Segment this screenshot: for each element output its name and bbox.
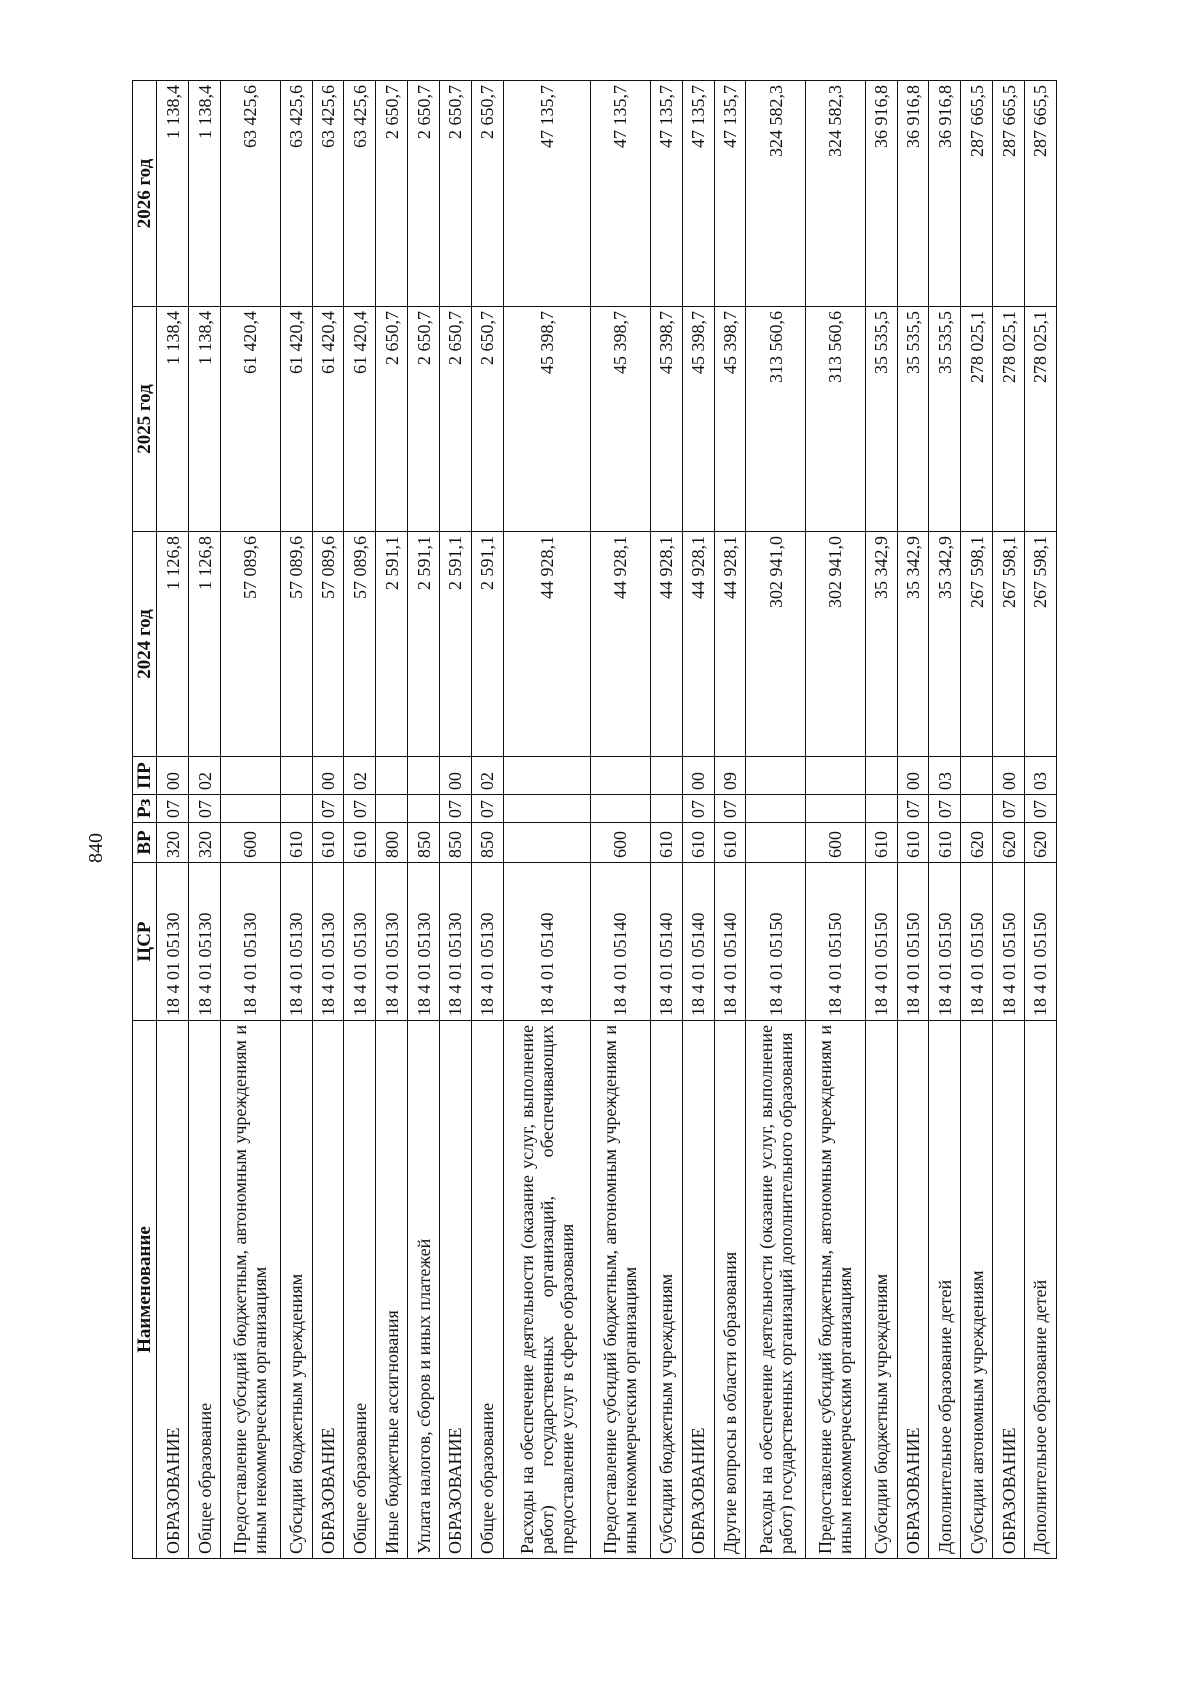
header-2026: 2026 год: [133, 81, 157, 307]
cell-2026: 36 916,8: [865, 81, 897, 307]
table-row: [189, 81, 221, 1559]
table-row: [157, 81, 189, 1559]
cell-name: Дополнительное образование детей: [1025, 1021, 1057, 1559]
cell-2024: 2 591,1: [408, 532, 440, 757]
cell-rz: 07: [714, 795, 746, 823]
cell-pr: [806, 757, 866, 795]
cell-pr: 02: [471, 757, 503, 795]
cell-vr: 610: [865, 823, 897, 863]
cell-vr: 610: [344, 823, 376, 863]
cell-csr: 18 4 01 05150: [961, 863, 993, 1021]
table-row: [344, 81, 376, 1559]
cell-vr: 850: [408, 823, 440, 863]
cell-vr: 620: [1025, 823, 1057, 863]
table-row: [806, 81, 866, 1559]
cell-2026: 287 665,5: [993, 81, 1025, 307]
cell-csr: 18 4 01 05150: [1025, 863, 1057, 1021]
cell-2026: 47 135,7: [591, 81, 651, 307]
cell-pr: [221, 757, 281, 795]
cell-2026: 47 135,7: [650, 81, 682, 307]
cell-2024: 57 089,6: [312, 532, 344, 757]
cell-vr: 610: [650, 823, 682, 863]
cell-pr: [280, 757, 312, 795]
cell-name: Иные бюджетные ассигнования: [376, 1021, 408, 1559]
cell-2026: 36 916,8: [897, 81, 929, 307]
cell-vr: 600: [591, 823, 651, 863]
cell-rz: 07: [344, 795, 376, 823]
table-row: [714, 81, 746, 1559]
table-row: [408, 81, 440, 1559]
cell-rz: [650, 795, 682, 823]
cell-csr: 18 4 01 05130: [157, 863, 189, 1021]
cell-2025: 61 420,4: [312, 307, 344, 532]
cell-pr: 03: [1025, 757, 1057, 795]
cell-2024: 57 089,6: [344, 532, 376, 757]
cell-pr: 00: [897, 757, 929, 795]
cell-2025: 2 650,7: [440, 307, 472, 532]
header-pr: ПР: [133, 757, 157, 795]
cell-2025: 278 025,1: [961, 307, 993, 532]
cell-csr: 18 4 01 05130: [376, 863, 408, 1021]
cell-csr: 18 4 01 05130: [471, 863, 503, 1021]
cell-rz: 07: [897, 795, 929, 823]
header-row: [133, 81, 157, 1559]
cell-2025: 45 398,7: [682, 307, 714, 532]
cell-name: ОБРАЗОВАНИЕ: [682, 1021, 714, 1559]
cell-name: Предоставление субсидий бюджетным, автономным учреждениям и иным некоммерческим организациям: [806, 1021, 866, 1559]
cell-name: Другие вопросы в области образования: [714, 1021, 746, 1559]
header-2025: 2025 год: [133, 307, 157, 532]
cell-rz: 07: [1025, 795, 1057, 823]
cell-csr: 18 4 01 05130: [280, 863, 312, 1021]
cell-name: Общее образование: [471, 1021, 503, 1559]
cell-name: Субсидии бюджетным учреждениям: [865, 1021, 897, 1559]
cell-pr: 00: [682, 757, 714, 795]
table-row: [929, 81, 961, 1559]
cell-pr: [591, 757, 651, 795]
cell-2024: 302 941,0: [746, 532, 806, 757]
cell-2024: 44 928,1: [650, 532, 682, 757]
cell-vr: 620: [993, 823, 1025, 863]
cell-2025: 45 398,7: [714, 307, 746, 532]
cell-name: Предоставление субсидий бюджетным, автономным учреждениям и иным некоммерческим организациям: [221, 1021, 281, 1559]
cell-2024: 35 342,9: [929, 532, 961, 757]
cell-vr: 610: [897, 823, 929, 863]
cell-vr: 610: [312, 823, 344, 863]
cell-csr: 18 4 01 05140: [650, 863, 682, 1021]
cell-2025: 45 398,7: [650, 307, 682, 532]
cell-2026: 63 425,6: [344, 81, 376, 307]
cell-csr: 18 4 01 05150: [746, 863, 806, 1021]
cell-rz: 07: [157, 795, 189, 823]
cell-name: Субсидии бюджетным учреждениям: [650, 1021, 682, 1559]
cell-2026: 1 138,4: [189, 81, 221, 307]
table-row: [961, 81, 993, 1559]
cell-vr: 320: [157, 823, 189, 863]
cell-vr: 610: [280, 823, 312, 863]
cell-name: ОБРАЗОВАНИЕ: [897, 1021, 929, 1559]
cell-csr: 18 4 01 05150: [897, 863, 929, 1021]
header-rz: Рз: [133, 795, 157, 823]
table-row: [471, 81, 503, 1559]
cell-pr: 00: [440, 757, 472, 795]
cell-rz: [503, 795, 590, 823]
cell-rz: 07: [312, 795, 344, 823]
cell-name: Субсидии автономным учреждениям: [961, 1021, 993, 1559]
cell-pr: [503, 757, 590, 795]
header-2024: 2024 год: [133, 532, 157, 757]
cell-2025: 2 650,7: [471, 307, 503, 532]
cell-name: ОБРАЗОВАНИЕ: [312, 1021, 344, 1559]
header-csr: ЦСР: [133, 863, 157, 1021]
cell-rz: [961, 795, 993, 823]
cell-vr: 610: [929, 823, 961, 863]
header-vr: ВР: [133, 823, 157, 863]
cell-2026: 324 582,3: [746, 81, 806, 307]
cell-csr: 18 4 01 05140: [682, 863, 714, 1021]
cell-2025: 35 535,5: [929, 307, 961, 532]
cell-vr: 610: [714, 823, 746, 863]
cell-2025: 45 398,7: [503, 307, 590, 532]
table-row: [746, 81, 806, 1559]
cell-csr: 18 4 01 05130: [312, 863, 344, 1021]
cell-2025: 35 535,5: [865, 307, 897, 532]
cell-csr: 18 4 01 05140: [503, 863, 590, 1021]
cell-2025: 45 398,7: [591, 307, 651, 532]
cell-pr: 00: [312, 757, 344, 795]
cell-vr: 620: [961, 823, 993, 863]
cell-pr: 02: [344, 757, 376, 795]
cell-name: Предоставление субсидий бюджетным, автономным учреждениям и иным некоммерческим организациям: [591, 1021, 651, 1559]
table-row: [682, 81, 714, 1559]
cell-2026: 287 665,5: [961, 81, 993, 307]
cell-csr: 18 4 01 05130: [344, 863, 376, 1021]
cell-2025: 2 650,7: [408, 307, 440, 532]
cell-2024: 57 089,6: [221, 532, 281, 757]
cell-pr: 02: [189, 757, 221, 795]
cell-2025: 1 138,4: [189, 307, 221, 532]
page-number: 840: [85, 833, 107, 863]
cell-csr: 18 4 01 05150: [993, 863, 1025, 1021]
cell-2026: 2 650,7: [471, 81, 503, 307]
cell-pr: [376, 757, 408, 795]
table-body: [157, 81, 1057, 1559]
cell-csr: 18 4 01 05140: [591, 863, 651, 1021]
cell-name: Расходы на обеспечение деятельности (оказание услуг, выполнение работ) государственных организаций, обеспечивающих предоставление услуг в сфере образования: [503, 1021, 590, 1559]
cell-2026: 63 425,6: [280, 81, 312, 307]
cell-2024: 44 928,1: [682, 532, 714, 757]
cell-name: Дополнительное образование детей: [929, 1021, 961, 1559]
cell-vr: [503, 823, 590, 863]
cell-2026: 1 138,4: [157, 81, 189, 307]
cell-pr: 00: [993, 757, 1025, 795]
table-row: [376, 81, 408, 1559]
cell-2025: 278 025,1: [1025, 307, 1057, 532]
cell-vr: 850: [471, 823, 503, 863]
cell-rz: [591, 795, 651, 823]
cell-2026: 324 582,3: [806, 81, 866, 307]
cell-vr: 600: [806, 823, 866, 863]
table-row: [1025, 81, 1057, 1559]
cell-2026: 2 650,7: [408, 81, 440, 307]
cell-name: ОБРАЗОВАНИЕ: [157, 1021, 189, 1559]
cell-name: Субсидии бюджетным учреждениям: [280, 1021, 312, 1559]
cell-2025: 313 560,6: [746, 307, 806, 532]
cell-vr: 610: [682, 823, 714, 863]
cell-2024: 2 591,1: [376, 532, 408, 757]
cell-csr: 18 4 01 05140: [714, 863, 746, 1021]
cell-vr: 850: [440, 823, 472, 863]
cell-2026: 63 425,6: [221, 81, 281, 307]
budget-table-container: [132, 81, 1057, 1559]
cell-name: ОБРАЗОВАНИЕ: [440, 1021, 472, 1559]
cell-2026: 2 650,7: [376, 81, 408, 307]
cell-name: ОБРАЗОВАНИЕ: [993, 1021, 1025, 1559]
cell-2025: 35 535,5: [897, 307, 929, 532]
cell-2024: 267 598,1: [961, 532, 993, 757]
cell-csr: 18 4 01 05130: [221, 863, 281, 1021]
cell-vr: 600: [221, 823, 281, 863]
cell-csr: 18 4 01 05150: [865, 863, 897, 1021]
cell-pr: 00: [157, 757, 189, 795]
cell-csr: 18 4 01 05130: [189, 863, 221, 1021]
cell-rz: [865, 795, 897, 823]
cell-2026: 47 135,7: [714, 81, 746, 307]
cell-rz: 07: [929, 795, 961, 823]
header-name: Наименование: [133, 1021, 157, 1559]
cell-pr: [865, 757, 897, 795]
cell-name: Общее образование: [189, 1021, 221, 1559]
cell-2025: 278 025,1: [993, 307, 1025, 532]
cell-2025: 61 420,4: [221, 307, 281, 532]
cell-rz: 07: [993, 795, 1025, 823]
cell-2026: 287 665,5: [1025, 81, 1057, 307]
cell-rz: 07: [471, 795, 503, 823]
cell-rz: 07: [682, 795, 714, 823]
cell-pr: [746, 757, 806, 795]
cell-pr: [408, 757, 440, 795]
table-row: [221, 81, 281, 1559]
cell-pr: [961, 757, 993, 795]
cell-2024: 44 928,1: [714, 532, 746, 757]
cell-csr: 18 4 01 05150: [929, 863, 961, 1021]
table-row: [591, 81, 651, 1559]
cell-pr: 09: [714, 757, 746, 795]
cell-vr: 800: [376, 823, 408, 863]
cell-2024: 44 928,1: [591, 532, 651, 757]
cell-rz: [376, 795, 408, 823]
cell-2024: 267 598,1: [993, 532, 1025, 757]
table-row: [440, 81, 472, 1559]
cell-2024: 1 126,8: [157, 532, 189, 757]
cell-rz: [408, 795, 440, 823]
cell-2024: 1 126,8: [189, 532, 221, 757]
cell-2025: 61 420,4: [344, 307, 376, 532]
cell-rz: 07: [440, 795, 472, 823]
table-row: [280, 81, 312, 1559]
table-row: [312, 81, 344, 1559]
cell-2024: 2 591,1: [440, 532, 472, 757]
cell-2026: 63 425,6: [312, 81, 344, 307]
cell-name: Уплата налогов, сборов и иных платежей: [408, 1021, 440, 1559]
cell-vr: 320: [189, 823, 221, 863]
table-row: [993, 81, 1025, 1559]
cell-name: Общее образование: [344, 1021, 376, 1559]
rotated-table-frame: [132, 81, 1057, 1559]
cell-rz: [280, 795, 312, 823]
budget-table: [132, 80, 1057, 1559]
cell-rz: [806, 795, 866, 823]
cell-vr: [746, 823, 806, 863]
cell-2024: 2 591,1: [471, 532, 503, 757]
cell-2025: 2 650,7: [376, 307, 408, 532]
cell-rz: [746, 795, 806, 823]
cell-csr: 18 4 01 05130: [440, 863, 472, 1021]
cell-2026: 36 916,8: [929, 81, 961, 307]
cell-name: Расходы на обеспечение деятельности (оказание услуг, выполнение работ) государственных организаций дополнительного образования: [746, 1021, 806, 1559]
cell-csr: 18 4 01 05150: [806, 863, 866, 1021]
cell-2024: 35 342,9: [865, 532, 897, 757]
cell-csr: 18 4 01 05130: [408, 863, 440, 1021]
cell-2026: 2 650,7: [440, 81, 472, 307]
cell-2026: 47 135,7: [682, 81, 714, 307]
cell-pr: [650, 757, 682, 795]
cell-2024: 57 089,6: [280, 532, 312, 757]
cell-rz: [221, 795, 281, 823]
cell-2024: 44 928,1: [503, 532, 590, 757]
cell-2025: 1 138,4: [157, 307, 189, 532]
table-row: [503, 81, 590, 1559]
cell-2025: 313 560,6: [806, 307, 866, 532]
cell-2026: 47 135,7: [503, 81, 590, 307]
cell-pr: 03: [929, 757, 961, 795]
cell-2024: 267 598,1: [1025, 532, 1057, 757]
table-row: [650, 81, 682, 1559]
table-row: [865, 81, 897, 1559]
cell-rz: 07: [189, 795, 221, 823]
cell-2025: 61 420,4: [280, 307, 312, 532]
table-header: [133, 81, 157, 1559]
cell-2024: 35 342,9: [897, 532, 929, 757]
table-row: [897, 81, 929, 1559]
cell-2024: 302 941,0: [806, 532, 866, 757]
